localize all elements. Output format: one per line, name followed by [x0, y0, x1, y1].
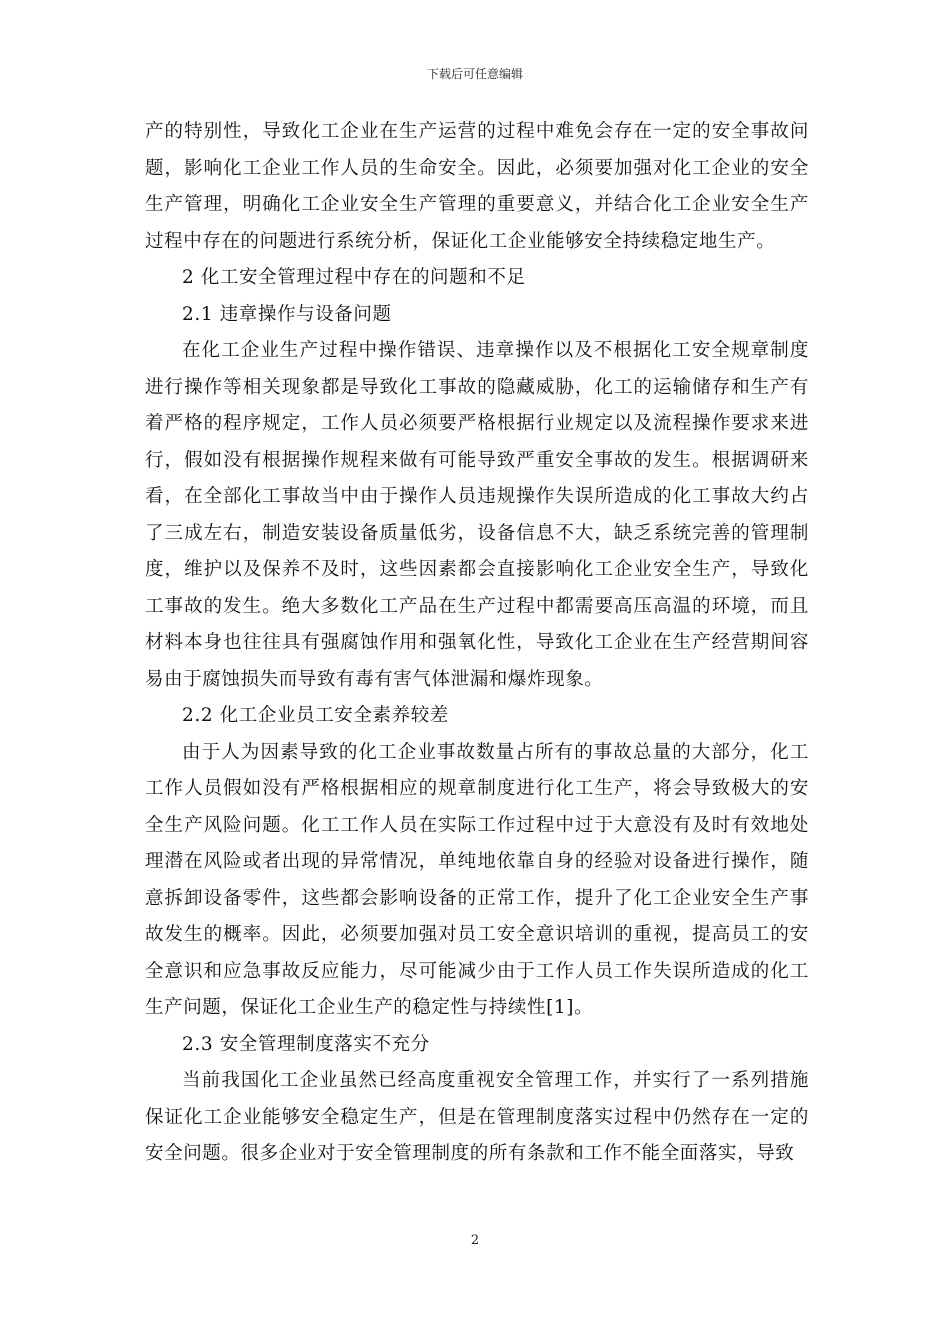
document-body	[145, 114, 809, 1173]
subsection-heading-2-3: 2.3 安全管理制度落实不充分	[182, 1033, 430, 1055]
section-heading-2: 2 化工安全管理过程中存在的问题和不足	[182, 267, 526, 288]
paragraph-2-2: 由于人为因素导致的化工企业事故数量占所有的事故总量的大部分，化工工作人员假如没有严格根据相应的规章制度进行化工生产，将会导致极大的安全生产风险问题。化工工作人员在实际工作过程中过于大意没有及时有效地处理潜在风险或者出现的异常情况，单纯地依靠自身的经验对设备进行操作，随意拆卸设备零件，这些都会影响设备的正常工作，提升了化工企业安全生产事故发生的概率。因此，必须要加强对员工安全意识培训的重视，提高员工的安全意识和应急事故反应能力，尽可能减少由于工作人员工作失误所造成的化工生产问题，保证化工企业生产的稳定性与持续性[1]。	[145, 741, 809, 1018]
paragraph-2-3: 当前我国化工企业虽然已经高度重视安全管理工作，并实行了一系列措施保证化工企业能够安全稳定生产，但是在管理制度落实过程中仍然存在一定的安全问题。很多企业对于安全管理制度的所有条款和工作不能全面落实，导致	[145, 1070, 809, 1164]
subsection-heading-2-2: 2.2 化工企业员工安全素养较差	[182, 705, 449, 726]
page-header: 下载后可任意编辑	[426, 67, 523, 81]
subsection-heading-2-1: 2.1 违章操作与设备问题	[182, 303, 392, 325]
page-number: 2	[470, 1233, 480, 1248]
paragraph-2-1: 在化工企业生产过程中操作错误、违章操作以及不根据化工安全规章制度进行操作等相关现象都是导致化工事故的隐藏威胁，化工的运输储存和生产有着严格的程序规定，工作人员必须要严格根据行业规定以及流程操作要求来进行，假如没有根据操作规程来做有可能导致严重安全事故的发生。根据调研来看，在全部化工事故当中由于操作人员违规操作失误所造成的化工事故大约占了三成左右，制造安装设备质量低劣，设备信息不大，缺乏系统完善的管理制度，维护以及保养不及时，这些因素都会直接影响化工企业安全生产，导致化工事故的发生。绝大多数化工产品在生产过程中都需要高压高温的环境，而且材料本身也往往具有强腐蚀作用和强氧化性，导致化工企业在生产经营期间容易由于腐蚀损失而导致有毒有害气体泄漏和爆炸现象。	[145, 340, 809, 690]
paragraph-intro-continued: 产的特别性，导致化工企业在生产运营的过程中难免会存在一定的安全事故问题，影响化工企业工作人员的生命安全。因此，必须要加强对化工企业的安全生产管理，明确化工企业安全生产管理的重要意义，并结合化工企业安全生产过程中存在的问题进行系统分析，保证化工企业能够安全持续稳定地生产。	[145, 121, 809, 252]
